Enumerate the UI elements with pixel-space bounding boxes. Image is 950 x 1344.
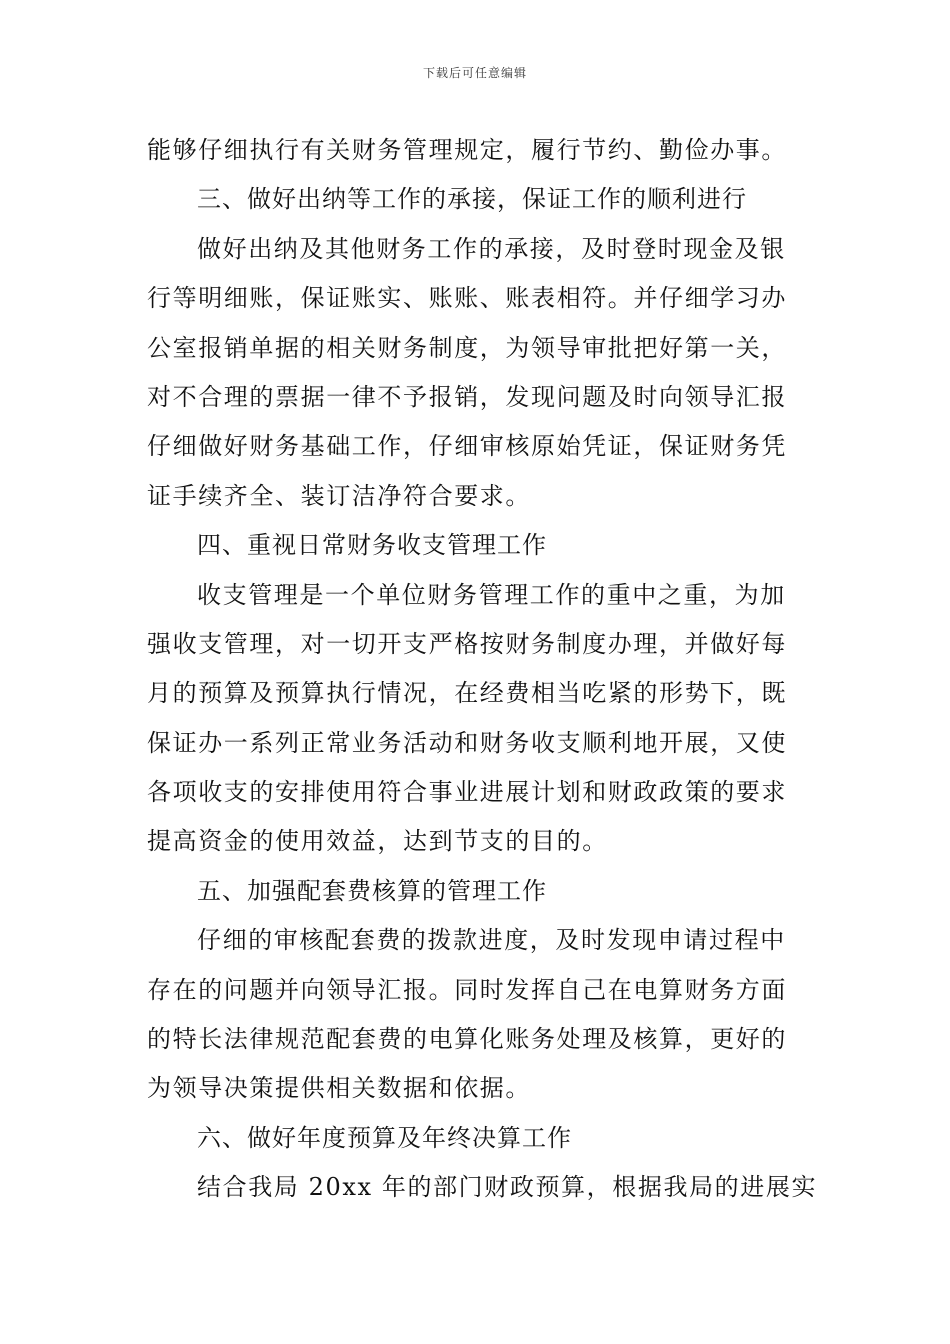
paragraph-line: 存在的问题并向领导汇报。同时发挥自己在电算财务方面 — [147, 975, 787, 1004]
paragraph-line: 证手续齐全、装订洁净符合要求。 — [147, 481, 531, 510]
paragraph-line: 的特长法律规范配套费的电算化账务处理及核算，更好的 — [147, 1025, 787, 1054]
paragraph-line: 对不合理的票据一律不予报销，发现问题及时向领导汇报 — [147, 382, 787, 411]
paragraph-line: 仔细做好财务基础工作，仔细审核原始凭证，保证财务凭 — [147, 432, 787, 461]
paragraph-line: 各项收支的安排使用符合事业进展计划和财政政策的要求 — [147, 778, 787, 807]
paragraph-line: 保证办一系列正常业务活动和财务收支顺利地开展，又使 — [147, 728, 787, 757]
paragraph-line: 公室报销单据的相关财务制度，为领导审批把好第一关， — [147, 333, 787, 362]
paragraph-line: 强收支管理，对一切开支严格按财务制度办理，并做好每 — [147, 629, 787, 658]
paragraph-line: 提高资金的使用效益，达到节支的目的。 — [147, 827, 608, 856]
paragraph-line: 能够仔细执行有关财务管理规定，履行节约、勤俭办事。 — [147, 136, 787, 164]
section-heading-6: 六、做好年度预算及年终决算工作 — [197, 1123, 572, 1152]
paragraph-line: 收支管理是一个单位财务管理工作的重中之重，为加 — [197, 580, 786, 609]
section-heading-4: 四、重视日常财务收支管理工作 — [197, 531, 547, 560]
section-heading-5: 五、加强配套费核算的管理工作 — [197, 876, 547, 905]
paragraph-line: 月的预算及预算执行情况，在经费相当吃紧的形势下，既 — [147, 679, 787, 708]
paragraph-line: 结合我局 20xx 年的部门财政预算，根据我局的进展实 — [197, 1173, 818, 1202]
paragraph-line: 行等明细账，保证账实、账账、账表相符。并仔细学习办 — [147, 284, 787, 313]
section-heading-3: 三、做好出纳等工作的承接，保证工作的顺利进行 — [197, 185, 747, 214]
paragraph-line: 为领导决策提供相关数据和依据。 — [147, 1074, 531, 1103]
document-body — [147, 126, 818, 1213]
page-header: 下载后可任意编辑 — [422, 66, 527, 80]
paragraph-line: 做好出纳及其他财务工作的承接，及时登时现金及银 — [197, 234, 786, 263]
paragraph-line: 仔细的审核配套费的拨款进度，及时发现申请过程中 — [197, 926, 786, 955]
